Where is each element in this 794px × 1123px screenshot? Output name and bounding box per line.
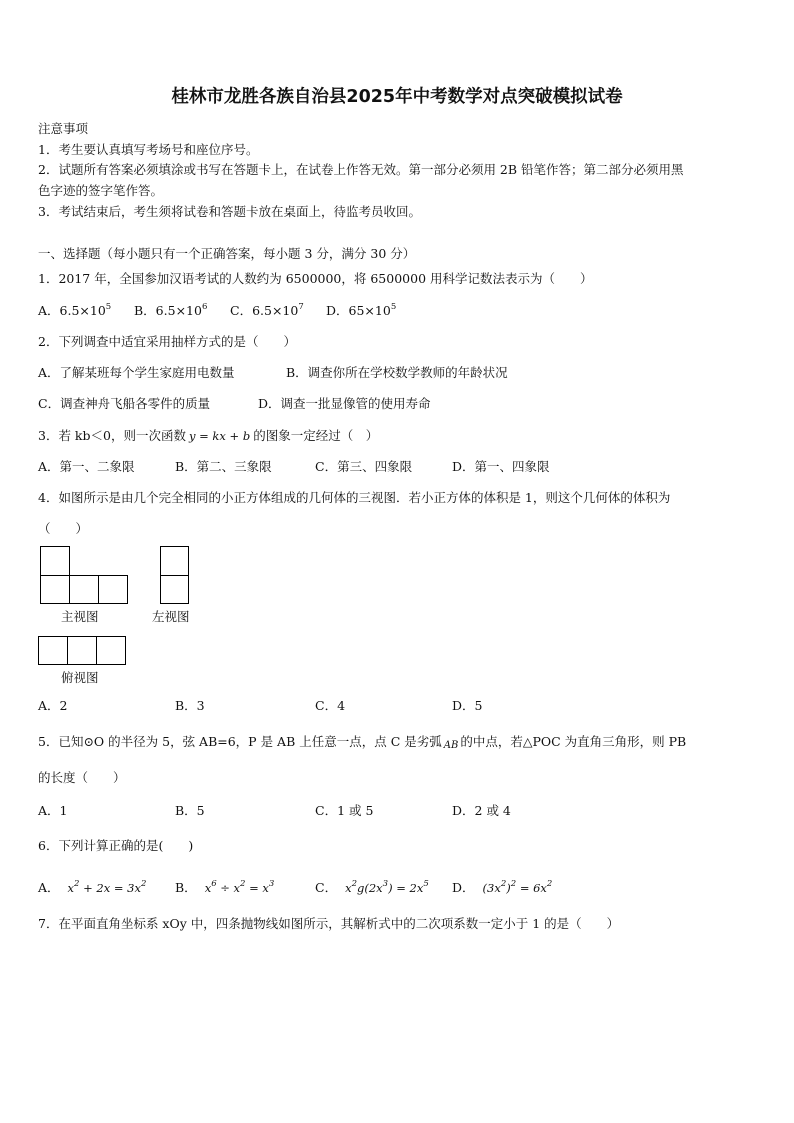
top-view-cell (67, 636, 97, 665)
top-view-caption: 俯视图 (61, 670, 99, 685)
notice-item-2-cont: 色字迹的签字笔作答。 (38, 183, 164, 198)
top-view-cell (38, 636, 68, 665)
left-view-cell (160, 546, 189, 576)
q5-option-a: A．1 (38, 803, 68, 818)
q1-option-d: D．$65\times 10^5$ (326, 302, 397, 318)
q4-option-c: C．4 (315, 698, 346, 713)
q4-stem: 4．如图所示是由几个完全相同的小正方体组成的几何体的三视图．若小正方体的体积是 1，则这个几何体的体积为 (38, 490, 671, 505)
notice-item-3: 3．考试结束后，考生须将试卷和答题卡放在桌面上，待监考员收回。 (38, 204, 421, 219)
q3-stem: 3．若 kb＜0，则一次函数 y = kx + b 的图象一定经过（ ） (38, 428, 379, 443)
left-view-cell (160, 575, 189, 604)
section-heading: 一、选择题（每小题只有一个正确答案，每小题 3 分，满分 30 分） (38, 246, 416, 261)
q3-option-b: B．第二、三象限 (175, 459, 272, 474)
q2-stem: 2．下列调查中适宜采用抽样方式的是（ ） (38, 334, 296, 349)
q6-option-a: A． $x^2 + 2x = 3x^2$ (38, 879, 147, 895)
q6-option-b: B． $x^6 \div x^2 = x^3$ (175, 879, 275, 895)
q4-option-d: D．5 (452, 698, 483, 713)
q2-option-a: A．了解某班每个学生家庭用电数量 (38, 365, 235, 380)
q3-option-d: D．第一、四象限 (452, 459, 550, 474)
q2-option-d: D．调查一批显像管的使用寿命 (258, 396, 431, 411)
q7-stem: 7．在平面直角坐标系 xOy 中，四条抛物线如图所示，其解析式中的二次项系数一定小于 1 的是（ ） (38, 916, 620, 931)
front-view-caption: 主视图 (61, 609, 99, 624)
q5-option-c: C．1 或 5 (315, 803, 374, 818)
q4-option-a: A．2 (38, 698, 68, 713)
q2-option-b: B．调查你所在学校数学教师的年龄状况 (286, 365, 508, 380)
q5-stem: 5．已知⊙O 的半径为 5，弦 AB=6，P 是 AB 上任意一点，点 C 是劣弧 AB 的中点，若△POC 为直角三角形，则 PB (38, 734, 687, 751)
page-title: 桂林市龙胜各族自治县2025年中考数学对点突破模拟试卷 (171, 87, 623, 107)
q4-stem-cont: （ ） (38, 521, 89, 536)
q3-formula: y = kx + b (188, 429, 251, 443)
q5-option-d: D．2 或 4 (452, 803, 511, 818)
front-view-cell (40, 575, 70, 604)
front-view-cell (98, 575, 128, 604)
front-view-cell (40, 546, 70, 576)
q1-option-c: C．$6.5\times 10^7$ (230, 302, 304, 318)
q1-stem: 1．2017 年，全国参加汉语考试的人数约为 6500000，将 6500000 用科学记数法表示为（ ） (38, 271, 593, 286)
q1-option-a: A．$6.5\times 10^5$ (38, 302, 112, 318)
q6-stem: 6．下列计算正确的是( ) (38, 838, 194, 853)
q5-stem-cont: 的长度（ ） (38, 770, 126, 785)
notice-heading: 注意事项 (38, 121, 89, 136)
q2-option-c: C．调查神舟飞船各零件的质量 (38, 396, 211, 411)
q1-option-b: B．$6.5\times 10^6$ (134, 302, 208, 318)
top-view-cell (96, 636, 126, 665)
q3-option-a: A．第一、二象限 (38, 459, 135, 474)
front-view-cell (69, 575, 99, 604)
q3-option-c: C．第三、四象限 (315, 459, 413, 474)
q6-option-c: C． $x^2g(2x^3) = 2x^5$ (315, 879, 429, 895)
left-view-caption: 左视图 (152, 609, 190, 624)
notice-item-2: 2．试题所有答案必须填涂或书写在答题卡上，在试卷上作答无效。第一部分必须用 2B 铅笔作答；第二部分必须用黑 (38, 162, 684, 177)
notice-item-1: 1．考生要认真填写考场号和座位序号。 (38, 142, 259, 157)
q6-option-d: D． $(3x^2)^2 = 6x^2$ (452, 879, 553, 895)
q4-option-b: B．3 (175, 698, 205, 713)
arc-ab-label: AB (443, 740, 459, 751)
q5-option-b: B．5 (175, 803, 205, 818)
